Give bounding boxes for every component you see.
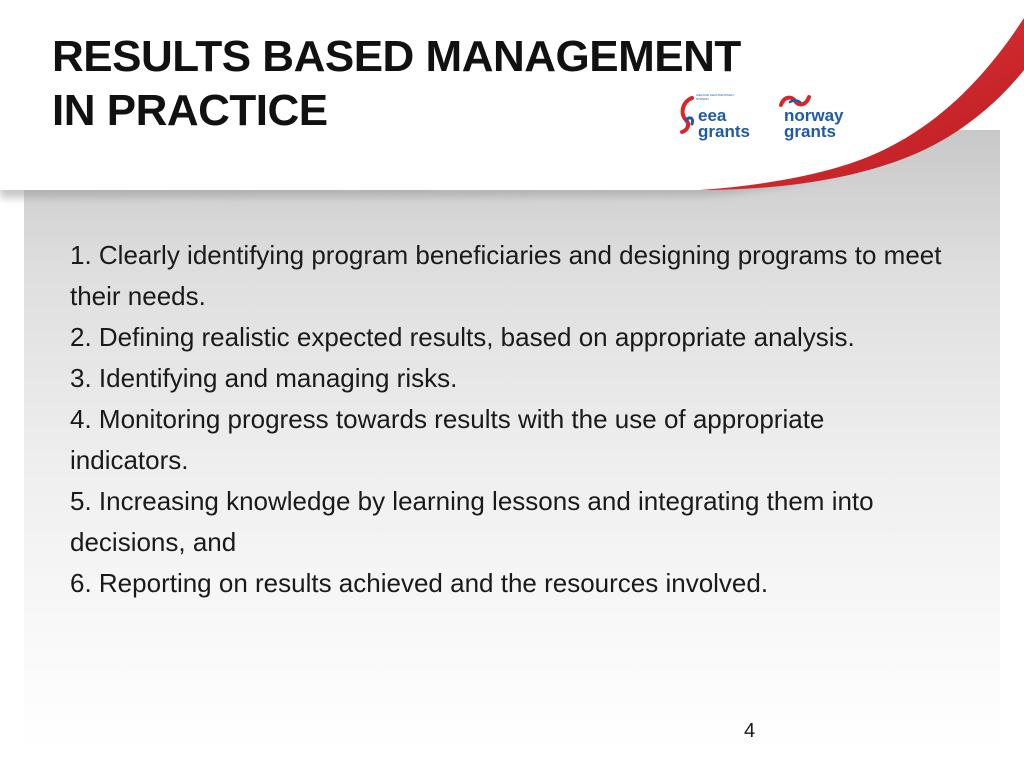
list-item: 6. Reporting on results achieved and the resources involved. [70,568,769,598]
list-item: 5. Increasing knowledge by learning lessons and integrating them into decisions, and [70,486,874,557]
norway-grants-word: grants [784,122,836,141]
page-number: 4 [744,720,756,742]
list-item: 3. Identifying and managing risks. [70,363,458,393]
list-item: 4. Monitoring progress towards results with the use of appropriate indicators. [70,404,825,475]
eea-word: eea [698,106,727,125]
logo-group [676,92,866,148]
eea-grants-logo [676,92,766,148]
slide-title [52,30,741,138]
norway-word: norway [784,106,844,125]
eea-grants-word: grants [698,122,750,141]
eea-swirl-icon [678,94,698,138]
results-list [70,235,950,604]
title-line-1: RESULTS BASED MANAGEMENT [52,32,741,81]
norway-grants-logo [776,92,866,148]
eea-small-text: ICELAND LIECHTENSTEIN NORWAY [696,93,734,101]
list-item: 1. Clearly identifying program beneficiaries and designing programs to meet their needs. [70,240,942,311]
list-item: 2. Defining realistic expected results, based on appropriate analysis. [70,322,855,352]
title-line-2: IN PRACTICE [52,86,328,135]
